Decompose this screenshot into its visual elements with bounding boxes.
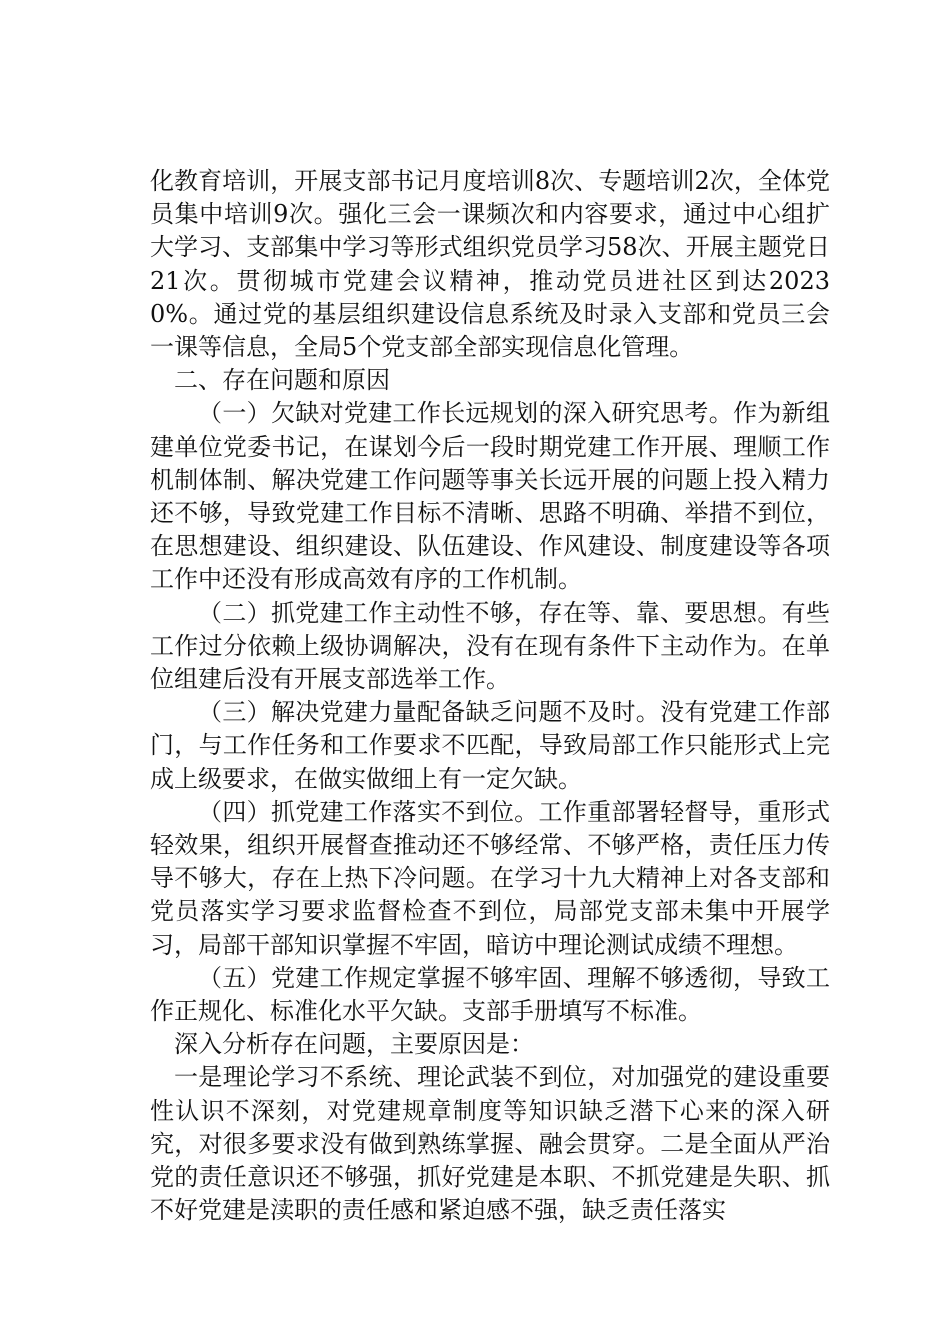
paragraph-problem-2: （二）抓党建工作主动性不够，存在等、靠、要思想。有些工作过分依赖上级协调解决，没有在现有条件下主动作为。在单位组建后没有开展支部选举工作。 [150,598,830,694]
paragraph-causes: 一是理论学习不系统、理论武装不到位，对加强党的建设重要性认识不深刻，对党建规章制度等知识缺乏潜下心来的深入研究，对很多要求没有做到熟练掌握、融会贯穿。二是全面从严治党的责任意识还不够强，抓好党建是本职、不抓党建是失职、抓不好党建是渎职的责任感和紧迫感不强，缺乏责任落实 [150,1063,830,1225]
paragraph-problem-4: （四）抓党建工作落实不到位。工作重部署轻督导，重形式轻效果，组织开展督查推动还不够经常、不够严格，责任压力传导不够大，存在上热下冷问题。在学习十九大精神上对各支部和党员落实学习要求监督检查不到位，局部党支部未集中开展学习，局部干部知识掌握不牢固，暗访中理论测试成绩不理想。 [150,797,830,959]
section-heading-problems-and-causes: 二、存在问题和原因 [174,366,390,395]
body-text [150,165,830,1228]
paragraph-analysis-intro: 深入分析存在问题，主要原因是： [174,1030,534,1059]
paragraph-problem-5: （五）党建工作规定掌握不够牢固、理解不够透彻，导致工作正规化、标准化水平欠缺。支部手册填写不标准。 [150,963,830,1026]
paragraph-continuation: 化教育培训，开展支部书记月度培训8次、专题培训2次，全体党员集中培训9次。强化三会一课频次和内容要求，通过中心组扩大学习、支部集中学习等形式组织党员学习58次、开展主题党日21次。贯彻城市党建会议精神，推动党员进社区到达20230%。通过党的基层组织建设信息系统及时录入支部和党员三会一课等信息，全局5个党支部全部实现信息化管理。 [150,167,830,362]
paragraph-problem-1: （一）欠缺对党建工作长远规划的深入研究思考。作为新组建单位党委书记，在谋划今后一段时期党建工作开展、理顺工作机制体制、解决党建工作问题等事关长远开展的问题上投入精力还不够，导致党建工作目标不清晰、思路不明确、举措不到位，在思想建设、组织建设、队伍建设、作风建设、制度建设等各项工作中还没有形成高效有序的工作机制。 [150,399,830,594]
paragraph-problem-3: （三）解决党建力量配备缺乏问题不及时。没有党建工作部门，与工作任务和工作要求不匹配，导致局部工作只能形式上完成上级要求，在做实做细上有一定欠缺。 [150,698,830,793]
